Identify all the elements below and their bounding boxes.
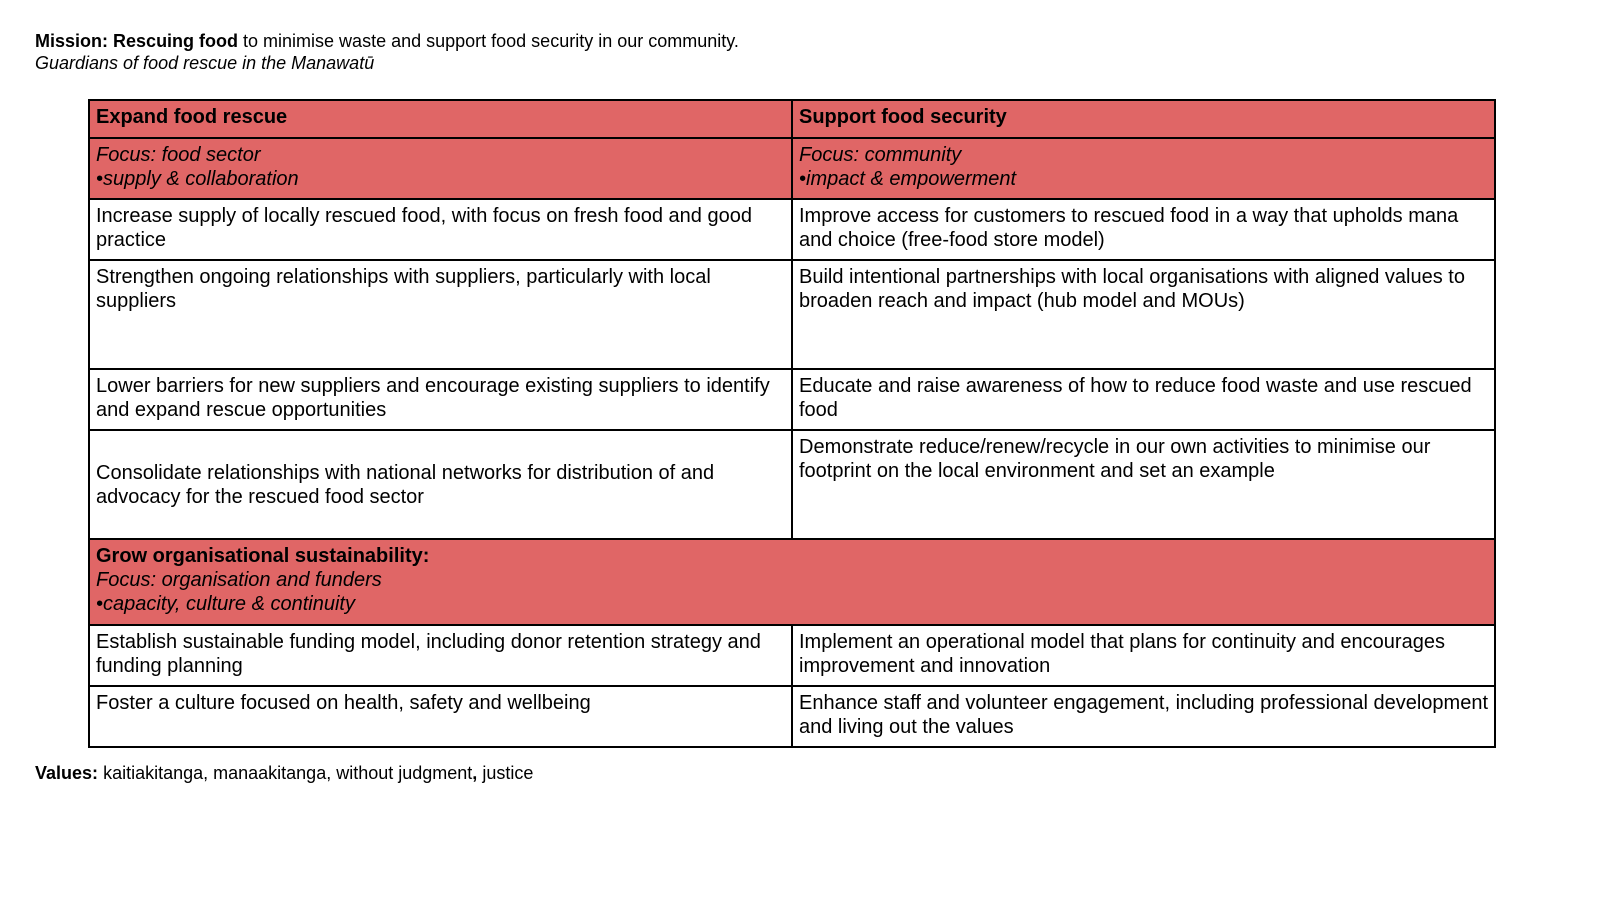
values-items: kaitiakitanga, manaakitanga, without judgment bbox=[103, 763, 473, 783]
sustainability-bullet: •capacity, culture & continuity bbox=[96, 593, 355, 615]
right-focus-bullet: •impact & empowerment bbox=[799, 168, 1017, 190]
mission-text: to minimise waste and support food security in our community. bbox=[238, 31, 739, 51]
mission-emphasis: Rescuing food bbox=[113, 31, 239, 51]
table-row bbox=[89, 430, 1495, 539]
values-label: Values: bbox=[35, 763, 99, 783]
right-focus-title: Focus: community bbox=[799, 144, 962, 166]
table-row bbox=[89, 260, 1495, 369]
mission-label: Mission: bbox=[35, 31, 109, 51]
right-focus-cell bbox=[792, 138, 1495, 199]
table-row bbox=[89, 625, 1495, 686]
left-focus-title: Focus: food sector bbox=[96, 144, 261, 166]
mission-line bbox=[35, 30, 739, 52]
table-cell-right: Implement an operational model that plans for continuity and encourages improvement and innovation bbox=[792, 625, 1495, 686]
strategy-table bbox=[88, 99, 1496, 748]
left-header-cell: Expand food rescue bbox=[89, 100, 792, 138]
table-cell-right: Demonstrate reduce/renew/recycle in our own activities to minimise our footprint on the local environment and set an example bbox=[792, 430, 1495, 539]
table-cell-left: Strengthen ongoing relationships with suppliers, particularly with local suppliers bbox=[89, 260, 792, 369]
table-cell-left: Foster a culture focused on health, safety and wellbeing bbox=[89, 686, 792, 747]
table-cell-right: Improve access for customers to rescued food in a way that upholds mana and choice (free-food store model) bbox=[792, 199, 1495, 260]
table-row bbox=[89, 199, 1495, 260]
table-row bbox=[89, 369, 1495, 430]
table-cell-left: Consolidate relationships with national networks for distribution of and advocacy for the rescued food sector bbox=[89, 430, 792, 539]
table-cell-left: Lower barriers for new suppliers and encourage existing suppliers to identify and expand rescue opportunities bbox=[89, 369, 792, 430]
header-row bbox=[89, 100, 1495, 138]
table-cell-right: Educate and raise awareness of how to reduce food waste and use rescued food bbox=[792, 369, 1495, 430]
table-row bbox=[89, 686, 1495, 747]
mission-statement bbox=[35, 30, 739, 74]
right-header-cell: Support food security bbox=[792, 100, 1495, 138]
table-cell-left: Establish sustainable funding model, including donor retention strategy and funding planning bbox=[89, 625, 792, 686]
values-statement bbox=[35, 762, 533, 784]
left-focus-cell bbox=[89, 138, 792, 199]
sustainability-title: Grow organisational sustainability: bbox=[96, 545, 430, 567]
sustainability-focus: Focus: organisation and funders bbox=[96, 569, 382, 591]
values-comma: , bbox=[472, 763, 478, 783]
mission-tagline: Guardians of food rescue in the Manawatū bbox=[35, 53, 375, 73]
values-last: justice bbox=[477, 763, 534, 783]
focus-row bbox=[89, 138, 1495, 199]
table-cell-left: Increase supply of locally rescued food, with focus on fresh food and good practice bbox=[89, 199, 792, 260]
table-cell-right: Build intentional partnerships with local organisations with aligned values to broaden reach and impact (hub model and MOUs) bbox=[792, 260, 1495, 369]
sustainability-header-cell bbox=[89, 539, 1495, 625]
left-focus-bullet: •supply & collaboration bbox=[96, 168, 299, 190]
table-cell-right: Enhance staff and volunteer engagement, including professional development and living out the values bbox=[792, 686, 1495, 747]
sustainability-header-row bbox=[89, 539, 1495, 625]
